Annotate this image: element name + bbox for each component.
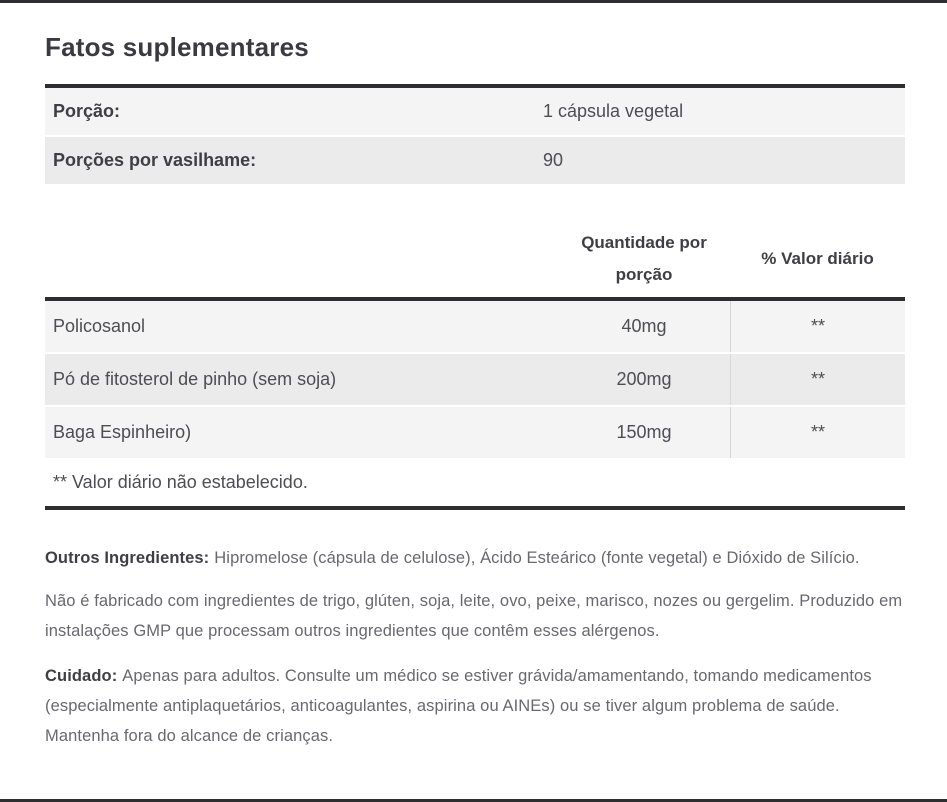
- serving-size-value: 1 cápsula vegetal: [543, 101, 684, 121]
- nutrient-daily-value: **: [730, 354, 905, 405]
- servings-per-container-value: 90: [543, 150, 564, 170]
- nutrient-amount: 40mg: [621, 316, 667, 336]
- serving-info-table: [45, 88, 905, 184]
- column-header-daily-value: [730, 243, 905, 275]
- nutrient-name: Policosanol: [53, 316, 146, 336]
- daily-value-footnote: ** Valor diário não estabelecido.: [53, 471, 308, 492]
- panel-title: Fatos suplementares: [45, 32, 309, 62]
- footnote-row: [45, 458, 905, 506]
- nutrient-daily-value: **: [730, 407, 905, 458]
- nutrient-row: [45, 301, 905, 352]
- column-header-amount: [558, 227, 730, 291]
- nutrient-amount: 150mg: [616, 422, 672, 442]
- divider-rule-bottom: [45, 506, 905, 510]
- nutrient-amount: 200mg: [616, 369, 672, 389]
- allergen-text: Não é fabricado com ingredientes de trigo, glúten, soja, leite, ovo, peixe, marisco, nozes ou gergelim. Produzido em instalações GMP que processam outros ingredientes que contêm esses alérgenos.: [45, 592, 903, 640]
- nutrients-header: [45, 221, 905, 297]
- caution-lead: Cuidado:: [45, 667, 118, 685]
- other-ingredients-text: Hipromelose (cápsula de celulose), Ácido Esteárico (fonte vegetal) e Dióxido de Silício.: [214, 549, 860, 567]
- other-ingredients-paragraph: [45, 543, 905, 573]
- amount-header-label: Quantidade por porção: [581, 233, 707, 284]
- serving-row: [45, 88, 905, 135]
- other-ingredients-lead: Outros Ingredientes:: [45, 549, 210, 567]
- caution-text: Apenas para adultos. Consulte um médico se estiver grávida/amamentando, tomando medicamentos (especialmente antiplaquetários, anticoagulantes, aspirina ou AINEs) ou se tiver algum problema de saúde. Mantenha fora do alcance de crianças.: [45, 667, 872, 745]
- caution-paragraph: [45, 661, 905, 751]
- nutrient-name: Baga Espinheiro): [53, 422, 192, 442]
- allergen-paragraph: [45, 586, 905, 646]
- serving-row: [45, 137, 905, 184]
- serving-size-label: Porção:: [53, 101, 121, 121]
- nutrients-table: [45, 301, 905, 458]
- daily-value-header-label: % Valor diário: [761, 249, 874, 268]
- servings-per-container-label: Porções por vasilhame:: [53, 150, 257, 170]
- nutrient-row: [45, 407, 905, 458]
- nutrient-name: Pó de fitosterol de pinho (sem soja): [53, 369, 337, 389]
- nutrient-daily-value: **: [730, 301, 905, 352]
- nutrient-row: [45, 354, 905, 405]
